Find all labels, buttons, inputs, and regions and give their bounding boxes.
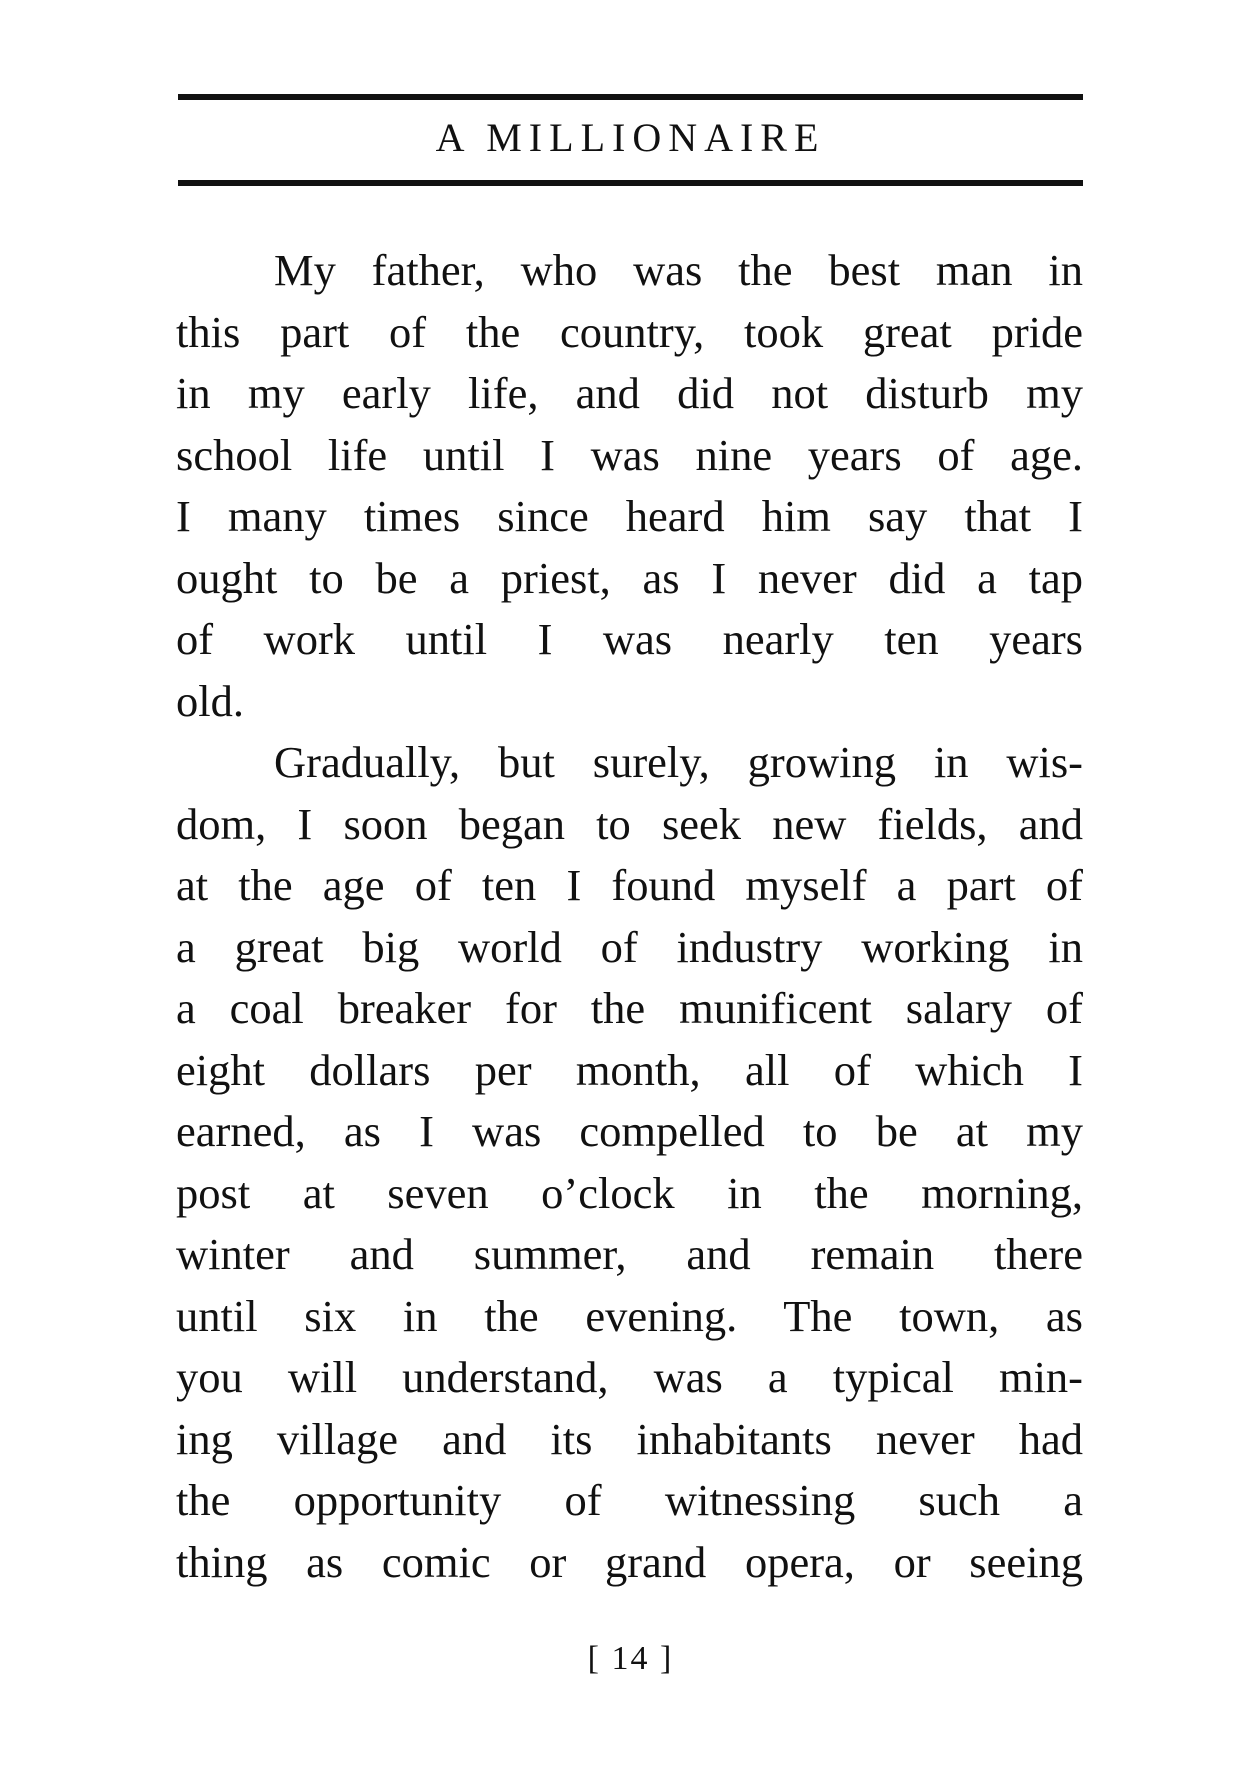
text-line: dom, I soon began to seek new fields, and [176, 798, 1083, 849]
text-line: of work until I was nearly ten years [176, 614, 1083, 664]
running-head: A MILLIONAIRE [435, 115, 826, 160]
body-text [176, 240, 1083, 1593]
text-line: ought to be a priest, as I never did a tap [176, 552, 1083, 603]
text-line: you will understand, was a typical min- [176, 1352, 1083, 1402]
text-line: in my early life, and did not disturb my [176, 368, 1083, 418]
text-line: eight dollars per month, all of which I [176, 1044, 1083, 1095]
text-line: I many times since heard him say that I [176, 491, 1083, 541]
text-line: Gradually, but surely, growing in wis- [274, 737, 1083, 787]
text-line: this part of the country, took great pride [176, 306, 1083, 357]
text-line: old. [176, 675, 244, 726]
text-line: a coal breaker for the munificent salary of [176, 983, 1083, 1033]
text-line: until six in the evening. The town, as [176, 1290, 1083, 1341]
text-line: the opportunity of witnessing such a [176, 1475, 1083, 1525]
text-line: earned, as I was compelled to be at my [176, 1106, 1083, 1156]
text-line: school life until I was nine years of age. [176, 429, 1083, 480]
text-line: winter and summer, and remain there [176, 1229, 1083, 1279]
text-line: My father, who was the best man in [274, 245, 1083, 295]
text-line: post at seven o’clock in the morning, [176, 1167, 1083, 1218]
text-line: a great big world of industry working in [176, 921, 1083, 972]
text-line: thing as comic or grand opera, or seeing [176, 1536, 1083, 1587]
header-rule-bottom [178, 180, 1083, 186]
page-number: [ 14 ] [587, 1640, 674, 1677]
header-rule-top [178, 94, 1083, 100]
text-line: at the age of ten I found myself a part of [176, 860, 1083, 910]
text-line: ing village and its inhabitants never had [176, 1413, 1083, 1464]
